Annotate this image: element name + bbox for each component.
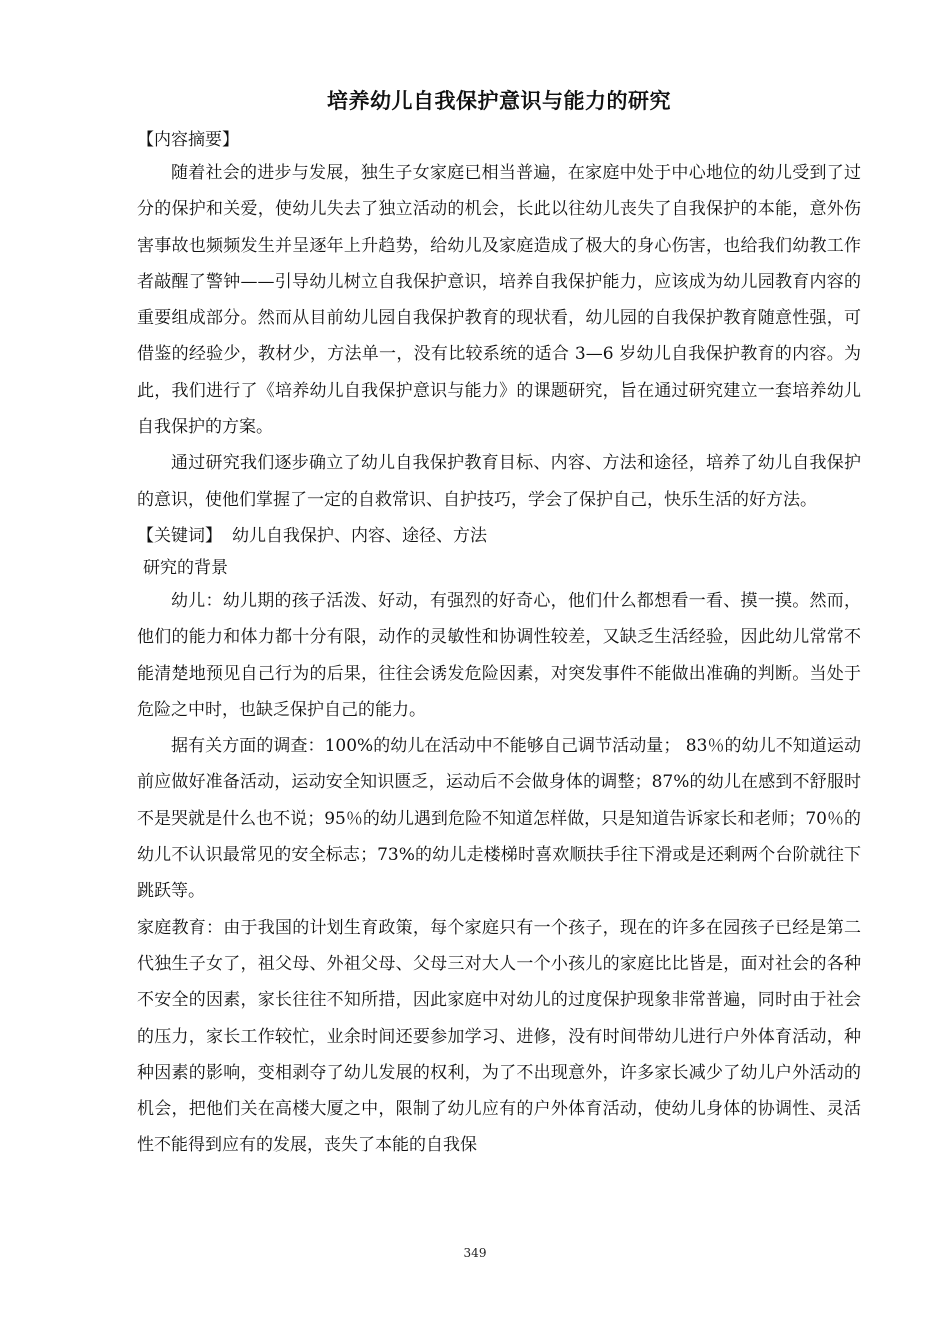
document-title: 培养幼儿自我保护意识与能力的研究	[327, 88, 671, 113]
family-education-paragraph: 家庭教育：由于我国的计划生育政策，每个家庭只有一个孩子，现在的许多在园孩子已经是第二代独生子女了，祖父母、外祖父母、父母三对大人一个小孩儿的家庭比比皆是，面对社会的各种不安全的因素，家长往往不知所措，因此家庭中对幼儿的过度保护现象非常普遍，同时由于社会的压力，家长工作较忙，业余时间还要参加学习、进修，没有时间带幼儿进行户外体育活动，种种因素的影响，变相剥夺了幼儿发展的权利，为了不出现意外，许多家长减少了幼儿户外活动的机会，把他们关在高楼大厦之中，限制了幼儿应有的户外体育活动，使幼儿身体的协调性、灵活性不能得到应有的发展，丧失了本能的自我保	[137, 917, 861, 1156]
abstract-heading: 【内容摘要】	[137, 130, 239, 150]
background-heading: 研究的背景	[143, 557, 228, 578]
abstract-paragraph-2: 通过研究我们逐步确立了幼儿自我保护教育目标、内容、方法和途径，培养了幼儿自我保护的意识，使他们掌握了一定的自救常识、自护技巧，学会了保护自己，快乐生活的好方法。	[137, 453, 861, 510]
keywords-line	[137, 518, 861, 554]
abstract-paragraph-1: 随着社会的进步与发展，独生子女家庭已相当普遍，在家庭中处于中心地位的幼儿受到了过分的保护和关爱，使幼儿失去了独立活动的机会，长此以往幼儿丧失了自我保护的本能，意外伤害事故也频频发生并呈逐年上升趋势，给幼儿及家庭造成了极大的身心伤害，也给我们幼教工作者敲醒了警钟——引导幼儿树立自我保护意识，培养自我保护能力，应该成为幼儿园教育内容的重要组成部分。然而从目前幼儿园自我保护教育的现状看，幼儿园的自我保护教育随意性强，可借鉴的经验少，教材少，方法单一，没有比较系统的适合 3—6 岁幼儿自我保护教育的内容。为此，我们进行了《培养幼儿自我保护意识与能力》的课题研究，旨在通过研究建立一套培养幼儿自我保护的方案。	[137, 163, 861, 438]
document-page	[137, 88, 861, 1164]
background-paragraph-children: 幼儿：幼儿期的孩子活泼、好动，有强烈的好奇心，他们什么都想看一看、摸一摸。然而，他们的能力和体力都十分有限，动作的灵敏性和协调性较差，又缺乏生活经验，因此幼儿常常不能清楚地预见自己行为的后果，往往会诱发危险因素，对突发事件不能做出准确的判断。当处于危险之中时，也缺乏保护自己的能力。	[137, 590, 861, 720]
keywords-label: 【关键词】	[137, 525, 222, 546]
background-paragraph-survey: 据有关方面的调查：100%的幼儿在活动中不能够自己调节活动量； 83％的幼儿不知道运动前应做好准备活动，运动安全知识匮乏，运动后不会做身体的调整；87%的幼儿在感到不舒服时不是哭就是什么也不说；95％的幼儿遇到危险不知道怎样做，只是知道告诉家长和老师；70％的幼儿不认识最常见的安全标志；73%的幼儿走楼梯时喜欢顺扶手往下滑或是还剩两个台阶就往下跳跃等。	[137, 736, 861, 902]
page-number: 349	[463, 1246, 487, 1260]
keywords-text: 幼儿自我保护、内容、途径、方法	[232, 525, 487, 546]
